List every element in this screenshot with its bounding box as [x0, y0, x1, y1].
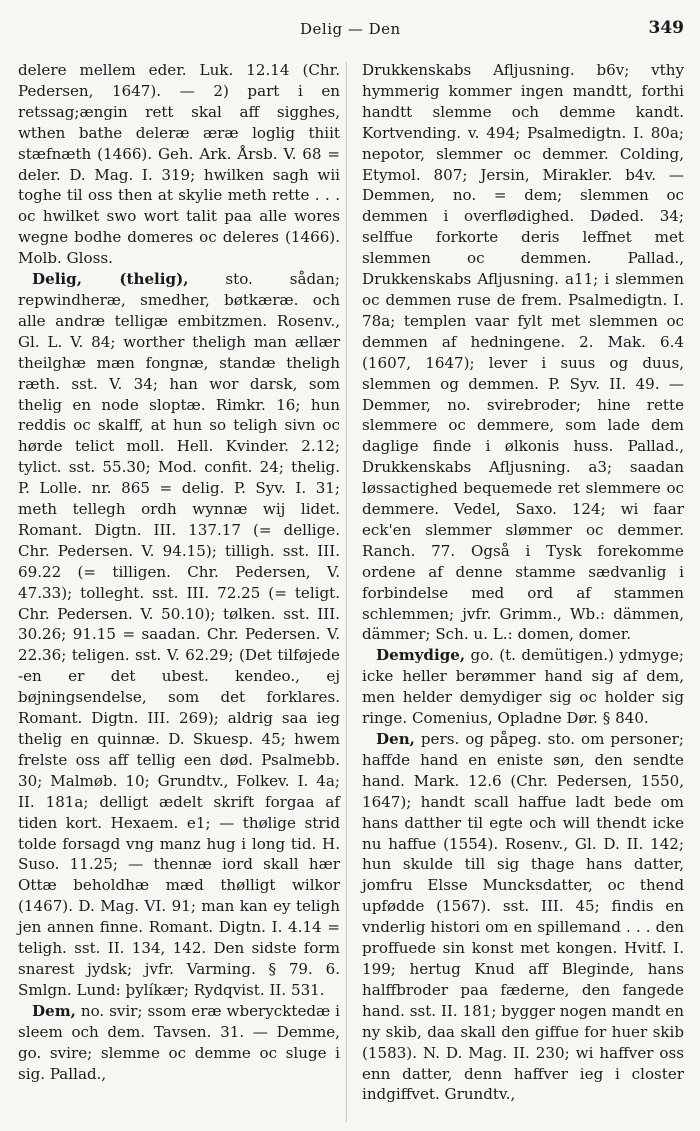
- dictionary-entry: [18, 269, 340, 1001]
- page-header: [0, 14, 700, 44]
- entry-headword: Demydige,: [376, 646, 466, 665]
- entry-text: delere mellem eder. Luk. 12.14 (Chr. Pedersen, 1647). — 2) part i en retssag;ængin rett skal aff sigghes, wthen bathe deleræ æræ loglig thiit stæfnæth (1466). Geh. Ark. Årsb. V. 68 = deler. D. Mag. I. 319; hwilken sagh wii toghe til oss then at skylie meth rette . . . oc hwilket swo wort talit paa alle wores wegne bodhe domeres oc deleres (1466). Molb. Gloss.: [18, 61, 340, 268]
- entry-headword: Dem,: [32, 1001, 76, 1020]
- dictionary-entry: [18, 1001, 340, 1085]
- column-divider: [346, 62, 347, 1122]
- entry-headword: Delig, (thelig),: [32, 270, 189, 289]
- dictionary-entry: [18, 60, 340, 269]
- left-column: [18, 60, 340, 1084]
- dictionary-entry: [362, 729, 684, 1105]
- dictionary-entry: [362, 60, 684, 645]
- entry-headword: Den,: [376, 730, 415, 748]
- running-head: Delig — Den: [300, 20, 401, 38]
- dictionary-entry: [362, 645, 684, 729]
- entry-text: pers. og påpeg. sto. om personer; haffde hand en eniste søn, den sendte hand. Mark. 12.6 (Chr. Pedersen, 1550, 1647); handt scall haffue ladt bede om hans datther til egte och will thendt icke nu haffue (1554). Rosenv., Gl. D. II. 142; hun skulde till sig thage hans datter, jomfru Elsse Muncksdatter, oc thend upfødde (1567). sst. III. 45; findis en vnderlig histori om en spillemand . . . den proffuede sin konst met kongen. Hvitf. I. 199; hertug Knud aff Bleginde, hans halffbroder paa fæderne, den fangede hand. sst. II. 181; bygger nogen mandt en ny skib, daa skall den giffue for huer skib (1583). N. D. Mag. II. 230; wi haffver oss enn datter, denn haffver ieg i closter indgiffvet. Grundtv.,: [362, 730, 684, 1104]
- page-number: 349: [648, 18, 684, 38]
- entry-text: Drukkenskabs Afljusning. b6v; vthy hymmerig kommer ingen mandtt, forthi handtt slemme och demme kandt. Kortvending. v. 494; Psalmedigtn. I. 80a; nepotor, slemmer oc demmer. Colding, Etymol. 807; Jersin, Mirakler. b4v. — Demmen, no. = dem; slemmen oc demmen i overflødighed. Døded. 34; selffue forkorte deris leffnet met slemmen oc demmen. Pallad., Drukkenskabs Afljusning. a11; i slemmen oc demmen ruse de frem. Psalmedigtn. I. 78a; templen vaar fylt met slemmen oc demmen af hedningene. 2. Mak. 6.4 (1607, 1647); lever i suus og duus, slemmen og demmen. P. Syv. II. 49. — Demmer, no. svirebroder; hine rette slemmere oc demmere, som lade dem daglige finde i ølkonis huss. Pallad., Drukkenskabs Afljusning. a3; saadan løssactighed bequemede ret slemmere oc demmere. Vedel, Saxo. 124; wi faar eck'en slemmer slømmer oc demmer. Ranch. 77. Også i Tysk forekomme ordene af denne stamme sædvanlig i forbindelse med ord af stammen schlemmen; jvfr. Grimm., Wb.: dämmen, dämmer; Sch. u. L.: domen, domer.: [362, 61, 684, 644]
- entry-text: go. (t. demütigen.) ydmyge; icke heller berømmer hand sig af dem, men helder demydiger sig oc holder sig ringe. Comenius, Opladne Dør. § 840.: [362, 646, 684, 728]
- entry-text: no. svir; ssom eræ wberycktedæ i sleem och dem. Tavsen. 31. — Demme, go. svire; slemme oc demme oc sluge i sig. Pallad.,: [18, 1001, 340, 1083]
- entry-text: sto. sådan; repwindheræ, smedher, bøtkæræ. och alle andræ telligæ embitzmen. Rosenv., Gl. L. V. 84; worther theligh man ællær theilghæ mæn fongnæ, standæ theligh ræth. sst. V. 34; han wor darsk, som thelig en node sloptæ. Rimkr. 16; hun reddis oc skalff, at hun so teligh sivn oc hørde telict moll. Hell. Kvinder. 2.12; tylict. sst. 55.30; Mod. confit. 24; thelig. P. Lolle. nr. 865 = delig. P. Syv. I. 31; meth tellegh ordh wynnæ wij lidet. Romant. Digtn. III. 137.17 (= dellige. Chr. Pedersen. V. 94.15); tilligh. sst. III. 69.22 (= tilligen. Chr. Pedersen, V. 47.33); tolleght. sst. III. 72.25 (= teligt. Chr. Pedersen. V. 50.10); tølken. sst. III. 30.26; 91.15 = saadan. Chr. Pedersen. V. 22.36; teligen. sst. V. 62.29; (Det tilføjede -en er det ubest. kendeo., ej bøjningsendelse, som det forklares. Romant. Digtn. III. 269); aldrig saa ieg thelig en quinnæ. D. Skuesp. 45; hwem frelste oss aff tellig een død. Psalmebb. 30; Malmøb. 10; Grundtv., Folkev. I. 4a; II. 181a; delligt ædelt skrift forgaa af tiden kort. Hexaem. e1; — thølige strid tolde forsagd vng manz hug i long tid. H. Suso. 11.25; — thennæ iord skall hær Ottæ beholdhæ mæd thølligt wilkor (1467). D. Mag. VI. 91; man kan ey teligh jen annen finne. Romant. Digtn. I. 4.14 = teligh. sst. II. 134, 142. Den sidste form snarest jydsk; jvfr. Varming. § 79. 6. Smlgn. Lund: þylíkær; Rydqvist. II. 531.: [18, 270, 340, 999]
- right-column: [362, 60, 684, 1105]
